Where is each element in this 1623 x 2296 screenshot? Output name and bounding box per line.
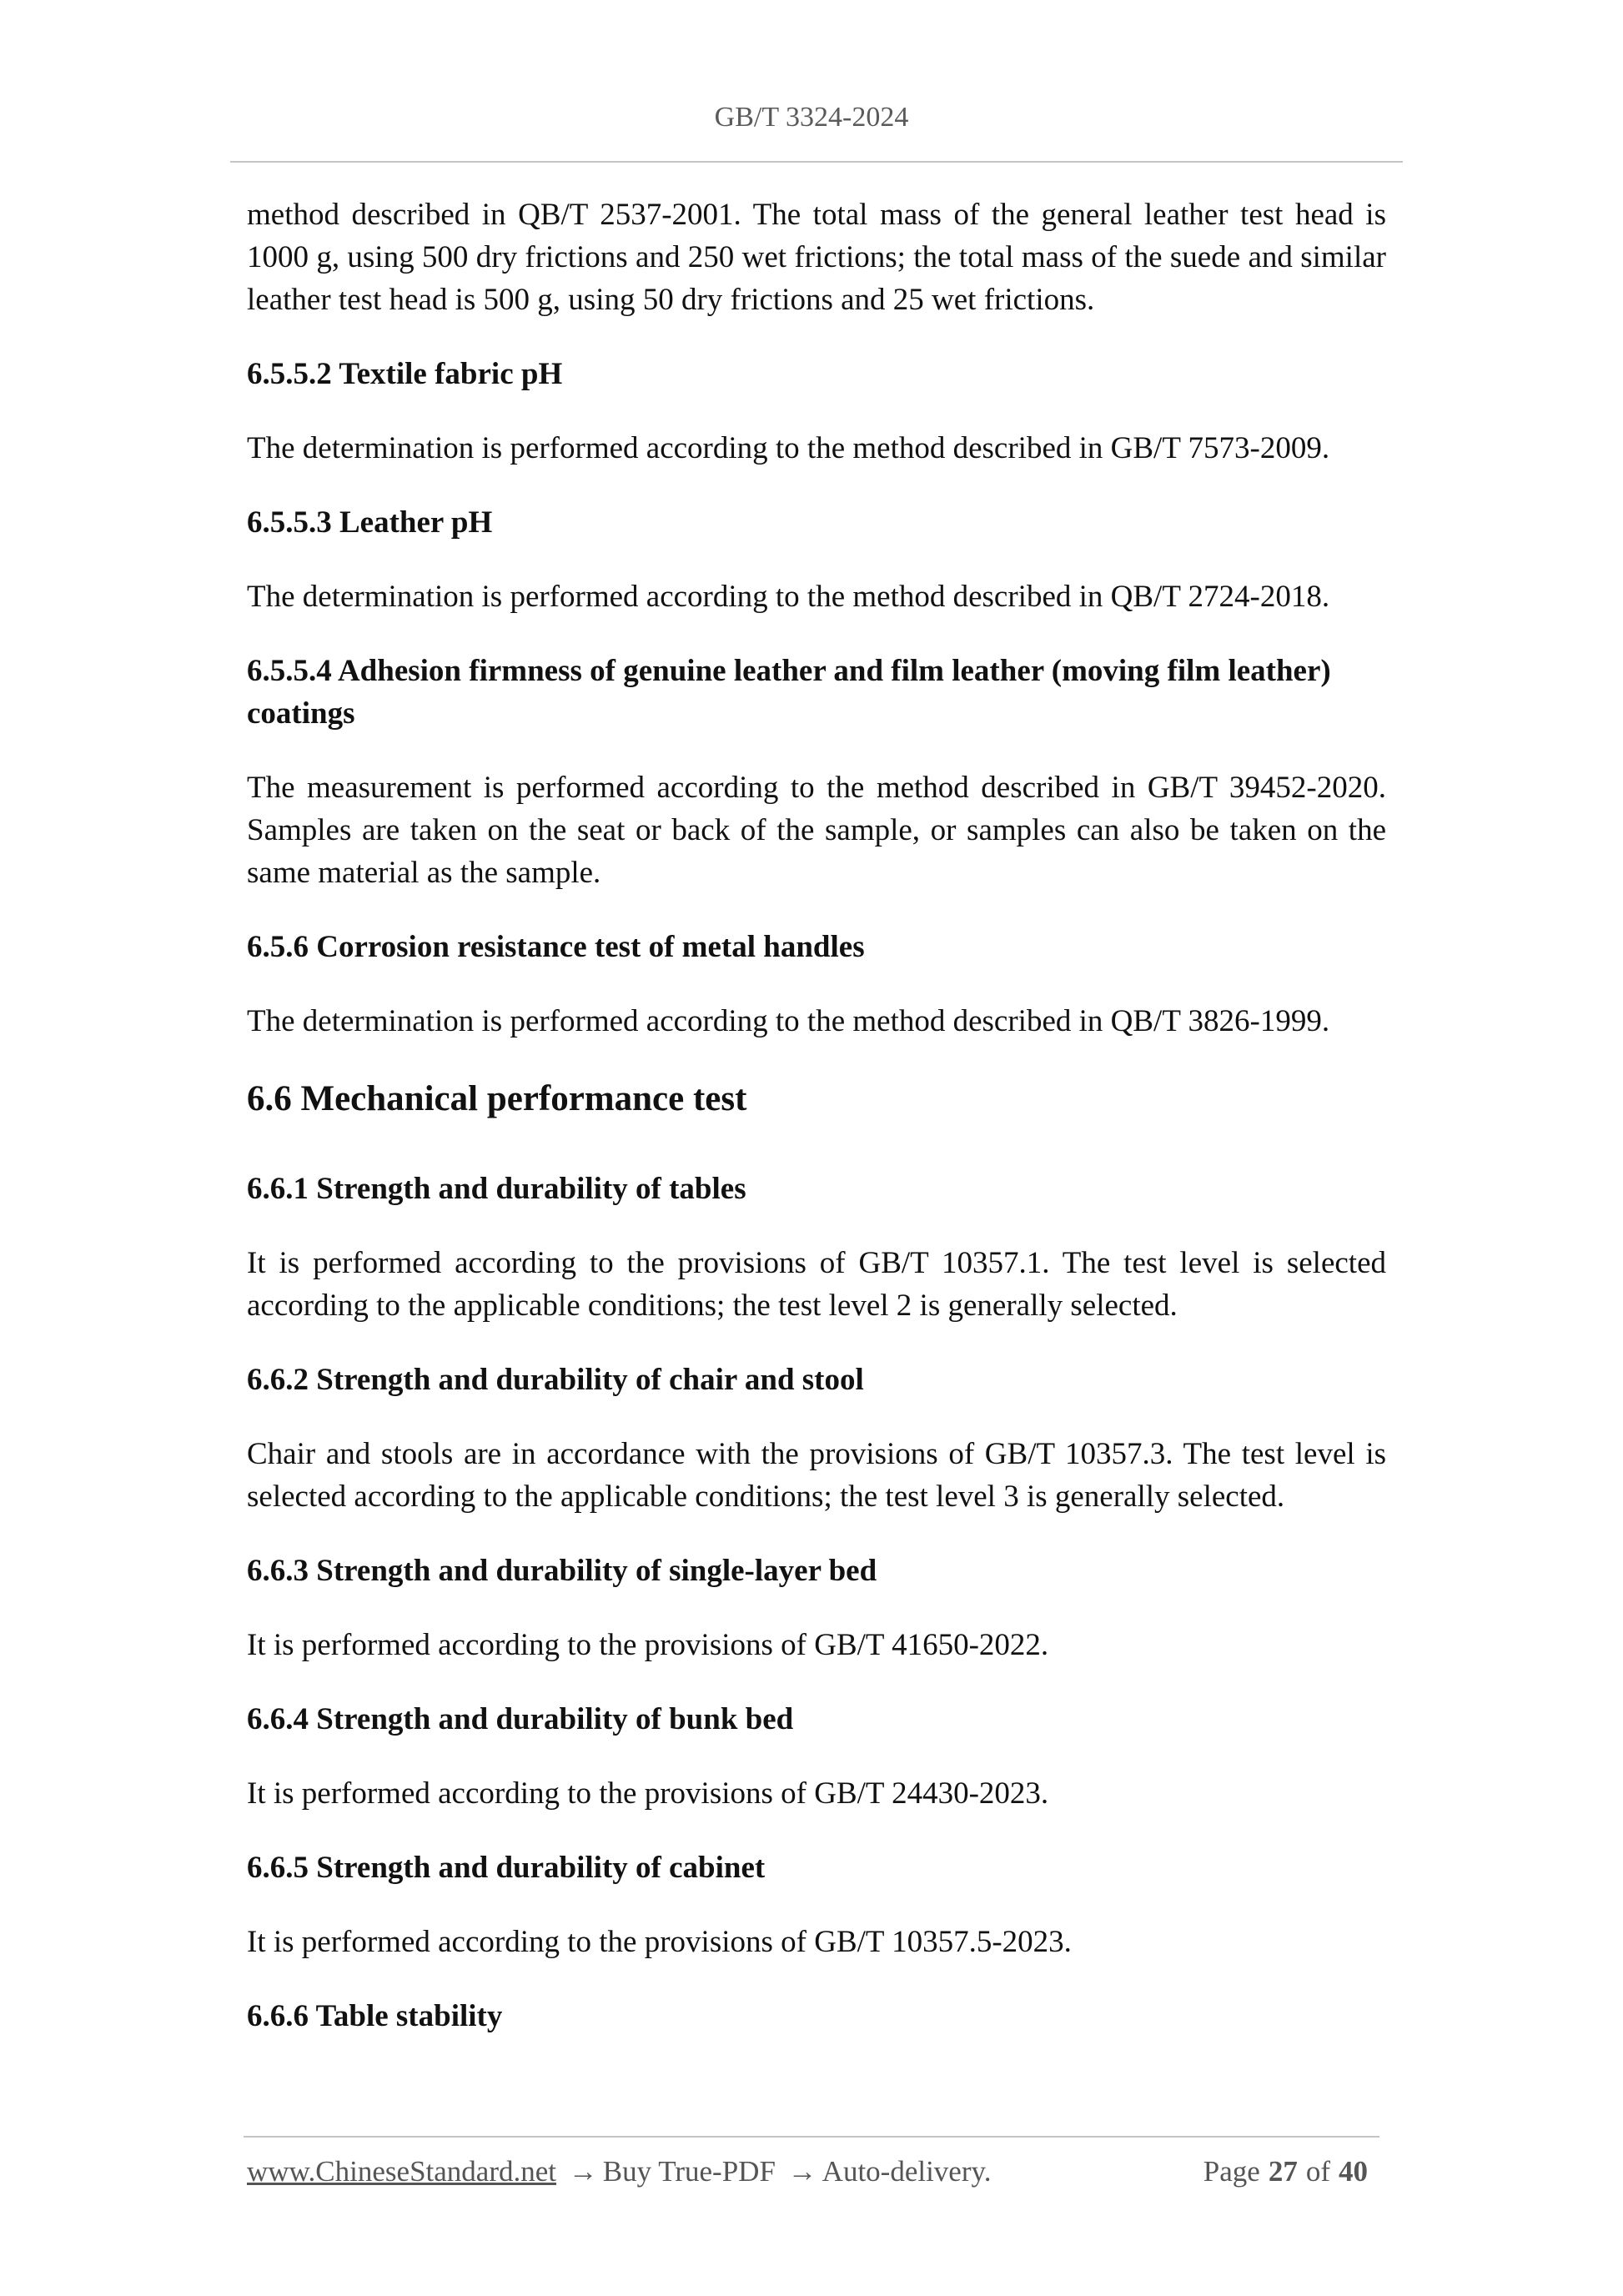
paragraph: The measurement is performed according to the method described in GB/T 39452-2020. Samples are taken on the seat or back of the sample, or samples can also be taken on the same material as the sample.	[247, 771, 1386, 890]
paragraph: It is performed according to the provisions of GB/T 41650-2022.	[247, 1628, 1049, 1662]
header-rule	[230, 161, 1403, 163]
current-page: 27	[1268, 2155, 1298, 2188]
clause-heading: 6.6.5 Strength and durability of cabinet	[247, 1851, 766, 1885]
clause-heading: 6.5.5.4 Adhesion firmness of genuine leather and film leather (moving film leather) coatings	[247, 654, 1331, 731]
page-header: GB/T 3324-2024	[714, 102, 909, 133]
clause-heading: 6.6.2 Strength and durability of chair and stool	[247, 1363, 864, 1397]
total-pages: 40	[1339, 2155, 1368, 2188]
of-label: of	[1305, 2155, 1330, 2188]
clause-heading: 6.5.5.3 Leather pH	[247, 505, 493, 540]
page-label: Page	[1203, 2155, 1260, 2188]
paragraph: It is performed according to the provisions of GB/T 24430-2023.	[247, 1776, 1049, 1811]
paragraph: The determination is performed according to the method described in QB/T 3826-1999.	[247, 1004, 1330, 1038]
page-number	[1203, 2155, 1376, 2188]
arrow-right-icon: →	[568, 2155, 598, 2188]
footer-rule	[244, 2136, 1379, 2138]
buy-pdf-text: Buy True-PDF	[602, 2155, 776, 2188]
arrow-right-icon: →	[787, 2155, 817, 2188]
paragraph: Chair and stools are in accordance with the provisions of GB/T 10357.3. The test level is selected according to the applicable conditions; the test level 3 is generally selected.	[247, 1437, 1386, 1514]
clause-heading: 6.6.4 Strength and durability of bunk bed	[247, 1702, 794, 1736]
document-body	[247, 193, 1386, 2069]
paragraph: It is performed according to the provisions of GB/T 10357.5-2023.	[247, 1925, 1072, 1959]
paragraph: The determination is performed according to the method described in GB/T 7573-2009.	[247, 431, 1330, 465]
paragraph: It is performed according to the provisions of GB/T 10357.1. The test level is selected according to the applicable conditions; the test level 2 is generally selected.	[247, 1246, 1386, 1323]
website-link[interactable]: www.ChineseStandard.net	[247, 2155, 556, 2188]
clause-heading: 6.5.6 Corrosion resistance test of metal handles	[247, 930, 865, 964]
paragraph: The determination is performed according to the method described in QB/T 2724-2018.	[247, 580, 1330, 614]
clause-heading: 6.6.3 Strength and durability of single-layer bed	[247, 1554, 877, 1588]
auto-delivery-text: Auto-delivery.	[822, 2155, 992, 2188]
clause-heading: 6.6.6 Table stability	[247, 1999, 503, 2033]
clause-heading: 6.6.1 Strength and durability of tables	[247, 1172, 746, 1206]
paragraph: method described in QB/T 2537-2001. The total mass of the general leather test head is 1000 g, using 500 dry frictions and 250 wet frictions; the total mass of the suede and similar leather test head is 500 g, using 50 dry frictions and 25 wet frictions.	[247, 198, 1386, 317]
section-heading: 6.6 Mechanical performance test	[247, 1079, 747, 1118]
clause-heading: 6.5.5.2 Textile fabric pH	[247, 357, 563, 391]
footer-promo	[247, 2155, 991, 2188]
